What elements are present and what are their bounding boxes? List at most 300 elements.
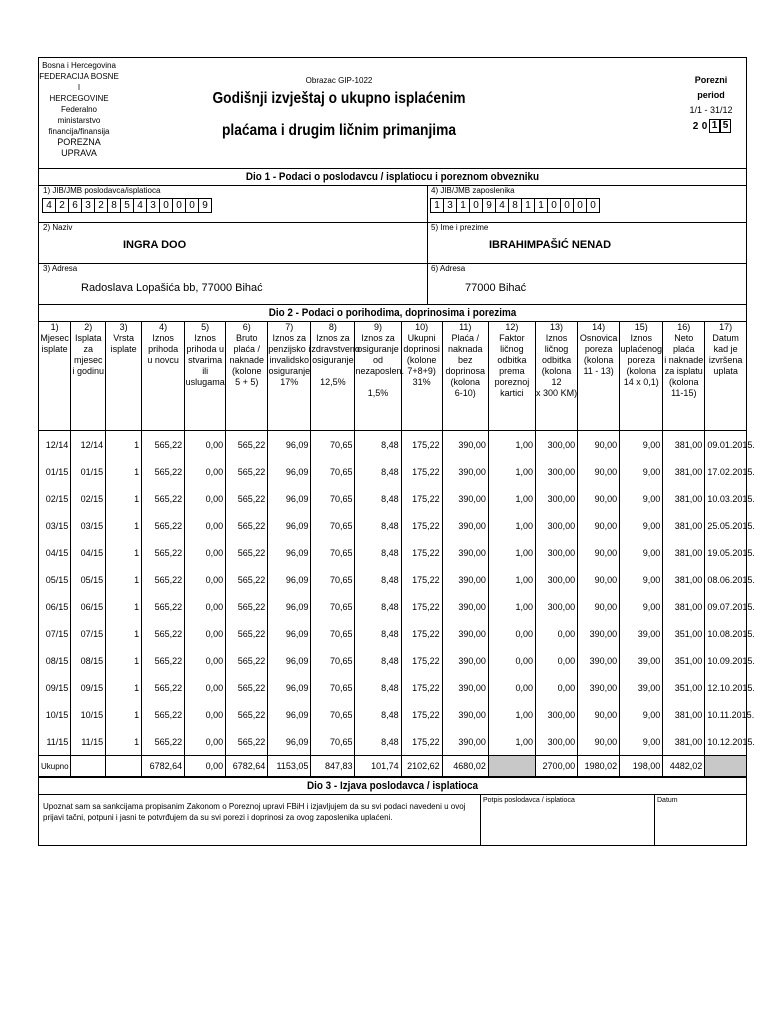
column-header: 12) Faktor ličnog odbitka prema poreznoj kartici — [488, 322, 535, 431]
table-row — [39, 701, 746, 728]
table-cell: 175,22 — [401, 458, 442, 485]
table-cell: 0,00 — [185, 728, 226, 756]
table-cell: 03/15 — [71, 512, 106, 539]
table-cell: 70,65 — [311, 728, 355, 756]
table-cell: 01/15 — [39, 458, 71, 485]
table-cell: 10.08.2015. — [705, 620, 746, 647]
table-cell: 390,00 — [578, 674, 620, 701]
total-cell — [488, 756, 535, 777]
table-cell: 1,00 — [488, 728, 535, 756]
table-cell: 08/15 — [39, 647, 71, 674]
table-header-row — [39, 322, 746, 431]
digit-box: 6 — [68, 198, 81, 213]
table-cell: 96,09 — [268, 539, 311, 566]
employer-name-field — [39, 223, 427, 264]
table-cell: 02/15 — [39, 485, 71, 512]
column-header: 3) Vrsta isplate — [106, 322, 142, 431]
table-cell: 300,00 — [536, 431, 578, 459]
table-cell: 300,00 — [536, 728, 578, 756]
table-cell: 175,22 — [401, 593, 442, 620]
table-cell: 565,22 — [142, 701, 185, 728]
digit-box: 0 — [159, 198, 172, 213]
table-cell: 70,65 — [311, 593, 355, 620]
table-cell: 175,22 — [401, 728, 442, 756]
total-row — [39, 756, 746, 777]
table-cell: 390,00 — [578, 647, 620, 674]
tax-form — [38, 57, 755, 846]
digit-box: 3 — [146, 198, 159, 213]
table-cell: 8,48 — [355, 539, 401, 566]
table-cell: 09/15 — [39, 674, 71, 701]
table-cell: 96,09 — [268, 593, 311, 620]
table-cell: 96,09 — [268, 674, 311, 701]
table-cell: 0,00 — [185, 701, 226, 728]
table-cell: 19.05.2015. — [705, 539, 746, 566]
total-cell: 2700,00 — [536, 756, 578, 777]
form-title-line1: Godišnji izvještaj o ukupno isplaćenim — [212, 90, 466, 107]
table-cell: 07/15 — [39, 620, 71, 647]
table-cell: 25.05.2015. — [705, 512, 746, 539]
period-label-2: period — [697, 90, 725, 100]
form-code: Obrazac GIP-1022 — [305, 76, 373, 85]
table-cell: 1 — [106, 728, 142, 756]
table-cell: 565,22 — [142, 512, 185, 539]
table-cell: 8,48 — [355, 647, 401, 674]
table-cell: 175,22 — [401, 485, 442, 512]
table-cell: 90,00 — [578, 701, 620, 728]
table-cell: 70,65 — [311, 458, 355, 485]
employee-jmb-field — [427, 186, 746, 223]
table-cell: 565,22 — [226, 728, 268, 756]
table-cell: 1 — [106, 485, 142, 512]
table-cell: 96,09 — [268, 620, 311, 647]
table-row — [39, 512, 746, 539]
table-cell: 0,00 — [185, 674, 226, 701]
table-cell: 381,00 — [663, 701, 705, 728]
table-cell: 565,22 — [226, 620, 268, 647]
digit-box: 1 — [430, 198, 443, 213]
digit-box: 3 — [81, 198, 94, 213]
table-cell: 1,00 — [488, 431, 535, 459]
table-cell: 9,00 — [620, 539, 663, 566]
table-cell: 39,00 — [620, 674, 663, 701]
column-header: 17) Datum kad je izvršena uplata — [705, 322, 746, 431]
digit-box: 1 — [521, 198, 534, 213]
table-cell: 02/15 — [71, 485, 106, 512]
digit-box: 2 — [55, 198, 68, 213]
table-cell: 08/15 — [71, 647, 106, 674]
table-cell: 10/15 — [39, 701, 71, 728]
table-cell: 70,65 — [311, 431, 355, 459]
table-cell: 90,00 — [578, 728, 620, 756]
table-cell: 300,00 — [536, 512, 578, 539]
table-cell: 390,00 — [442, 431, 488, 459]
table-cell: 351,00 — [663, 620, 705, 647]
table-cell: 0,00 — [185, 620, 226, 647]
employee-address-field — [427, 264, 746, 306]
table-cell: 565,22 — [226, 674, 268, 701]
total-cell: 1153,05 — [268, 756, 311, 777]
table-cell: 175,22 — [401, 647, 442, 674]
column-header: 15) Iznos uplaćenog poreza (kolona 14 x 0,1) — [620, 322, 663, 431]
table-cell: 175,22 — [401, 431, 442, 459]
digit-box: 3 — [443, 198, 456, 213]
table-cell: 1,00 — [488, 593, 535, 620]
table-cell: 565,22 — [142, 485, 185, 512]
table-cell: 09/15 — [71, 674, 106, 701]
table-cell: 0,00 — [185, 512, 226, 539]
table-cell: 0,00 — [488, 620, 535, 647]
table-cell: 8,48 — [355, 620, 401, 647]
table-cell: 351,00 — [663, 674, 705, 701]
title-block — [149, 58, 529, 168]
total-cell: 101,74 — [355, 756, 401, 777]
digit-box: 0 — [172, 198, 185, 213]
total-cell — [705, 756, 746, 777]
table-cell: 70,65 — [311, 674, 355, 701]
column-header: 2) Isplata za mjesec i godinu — [71, 322, 106, 431]
table-cell: 1,00 — [488, 566, 535, 593]
column-header: 6) Bruto plaća / naknade (kolone 5 + 5) — [226, 322, 268, 431]
digit-box: 4 — [42, 198, 55, 213]
digit-box: 0 — [185, 198, 198, 213]
column-header: 14) Osnovica poreza (kolona 11 - 13) — [578, 322, 620, 431]
digit-box: 1 — [534, 198, 547, 213]
employee-name-value: IBRAHIMPAŠIĆ NENAD — [489, 239, 612, 251]
agency-name: POREZNA UPRAVA — [57, 137, 101, 158]
total-cell: 0,00 — [185, 756, 226, 777]
table-cell: 70,65 — [311, 485, 355, 512]
table-cell: 565,22 — [142, 431, 185, 459]
digit-box: 4 — [495, 198, 508, 213]
table-cell: 1 — [106, 539, 142, 566]
column-header: 9) Iznos za osiguranje od nezaposlen. 1,5% — [355, 322, 401, 431]
table-cell: 0,00 — [185, 431, 226, 459]
table-cell: 1,00 — [488, 512, 535, 539]
issuer-line: financija/finansija — [48, 127, 110, 136]
tax-period-block — [676, 58, 746, 168]
table-cell: 9,00 — [620, 458, 663, 485]
table-row — [39, 458, 746, 485]
table-cell: 96,09 — [268, 512, 311, 539]
table-cell: 300,00 — [536, 701, 578, 728]
table-cell: 0,00 — [536, 674, 578, 701]
table-cell: 96,09 — [268, 566, 311, 593]
table-cell: 10/15 — [71, 701, 106, 728]
table-cell: 9,00 — [620, 701, 663, 728]
table-cell: 0,00 — [185, 593, 226, 620]
table-cell: 96,09 — [268, 458, 311, 485]
table-cell: 1 — [106, 647, 142, 674]
table-cell: 90,00 — [578, 458, 620, 485]
table-cell: 175,22 — [401, 566, 442, 593]
table-cell: 300,00 — [536, 458, 578, 485]
table-cell: 70,65 — [311, 539, 355, 566]
section-1 — [39, 186, 746, 305]
table-cell: 0,00 — [488, 674, 535, 701]
table-cell: 300,00 — [536, 566, 578, 593]
table-cell: 96,09 — [268, 701, 311, 728]
table-cell: 175,22 — [401, 512, 442, 539]
table-cell: 565,22 — [226, 485, 268, 512]
table-cell: 9,00 — [620, 728, 663, 756]
table-cell: 10.03.2015. — [705, 485, 746, 512]
table-row — [39, 539, 746, 566]
table-row — [39, 485, 746, 512]
table-cell: 8,48 — [355, 458, 401, 485]
table-cell: 351,00 — [663, 647, 705, 674]
period-value: 1/1 - 31/12 — [689, 105, 733, 115]
table-cell: 0,00 — [488, 647, 535, 674]
table-cell: 39,00 — [620, 647, 663, 674]
table-cell: 390,00 — [442, 728, 488, 756]
table-cell: 1 — [106, 620, 142, 647]
digit-box: 0 — [547, 198, 560, 213]
section-1-title: Dio 1 - Podaci o poslodavcu / isplatiocu i poreznom obvezniku — [245, 171, 540, 183]
digit-box: 0 — [469, 198, 482, 213]
digit-box: 2 — [94, 198, 107, 213]
table-cell: 300,00 — [536, 593, 578, 620]
table-cell: 8,48 — [355, 674, 401, 701]
table-cell: 390,00 — [442, 701, 488, 728]
table-cell: 10.12.2015. — [705, 728, 746, 756]
table-cell: 1,00 — [488, 458, 535, 485]
table-cell: 381,00 — [663, 458, 705, 485]
digit-box: 8 — [508, 198, 521, 213]
table-row — [39, 647, 746, 674]
table-cell: 381,00 — [663, 512, 705, 539]
total-cell: 2102,62 — [401, 756, 442, 777]
signature-field: Potpis poslodavca / isplatioca — [481, 795, 655, 845]
table-cell: 175,22 — [401, 674, 442, 701]
table-cell: 175,22 — [401, 539, 442, 566]
table-cell: 1 — [106, 674, 142, 701]
table-cell: 565,22 — [226, 593, 268, 620]
table-cell: 390,00 — [442, 566, 488, 593]
table-cell: 381,00 — [663, 593, 705, 620]
table-cell: 04/15 — [39, 539, 71, 566]
table-row — [39, 431, 746, 459]
issuer-line: Bosna i Hercegovina — [42, 61, 116, 70]
table-cell: 381,00 — [663, 566, 705, 593]
table-cell: 0,00 — [536, 620, 578, 647]
table-cell: 03/15 — [39, 512, 71, 539]
year-digit-box: 1 — [709, 119, 720, 133]
table-cell: 05/15 — [71, 566, 106, 593]
table-cell: 0,00 — [185, 647, 226, 674]
table-cell: 300,00 — [536, 485, 578, 512]
table-cell: 565,22 — [142, 674, 185, 701]
total-cell — [106, 756, 142, 777]
table-cell: 09.07.2015. — [705, 593, 746, 620]
table-cell: 96,09 — [268, 647, 311, 674]
year-digit: 2 — [692, 120, 699, 132]
table-cell: 565,22 — [226, 512, 268, 539]
employee-name-field — [427, 223, 746, 264]
table-cell: 0,00 — [185, 458, 226, 485]
table-cell: 1 — [106, 458, 142, 485]
table-cell: 565,22 — [226, 701, 268, 728]
employee-jmb-label: 4) JIB/JMB zaposlenika — [431, 186, 515, 195]
employer-address-field — [39, 264, 427, 306]
table-cell: 12/14 — [71, 431, 106, 459]
table-cell: 8,48 — [355, 485, 401, 512]
table-cell: 08.06.2015. — [705, 566, 746, 593]
table-cell: 9,00 — [620, 512, 663, 539]
form-header — [39, 58, 746, 169]
employee-address-value: 77000 Bihać — [465, 282, 527, 294]
table-cell: 12/14 — [39, 431, 71, 459]
table-cell: 70,65 — [311, 566, 355, 593]
table-cell: 390,00 — [442, 512, 488, 539]
digit-box: 0 — [573, 198, 586, 213]
table-cell: 90,00 — [578, 485, 620, 512]
table-cell: 1 — [106, 431, 142, 459]
table-cell: 9,00 — [620, 485, 663, 512]
table-row — [39, 728, 746, 756]
table-cell: 1,00 — [488, 539, 535, 566]
table-cell: 8,48 — [355, 728, 401, 756]
table-cell: 90,00 — [578, 593, 620, 620]
table-cell: 9,00 — [620, 593, 663, 620]
table-cell: 390,00 — [442, 485, 488, 512]
table-cell: 90,00 — [578, 512, 620, 539]
table-cell: 70,65 — [311, 620, 355, 647]
table-cell: 10.11.2015. — [705, 701, 746, 728]
column-header: 4) Iznos prihoda u novcu — [142, 322, 185, 431]
employer-jib-digits — [42, 198, 427, 213]
table-cell: 565,22 — [142, 593, 185, 620]
table-cell: 12.10.2015. — [705, 674, 746, 701]
table-cell: 96,09 — [268, 728, 311, 756]
table-cell: 90,00 — [578, 539, 620, 566]
year-field — [691, 119, 731, 133]
total-cell: 6782,64 — [142, 756, 185, 777]
table-cell: 90,00 — [578, 566, 620, 593]
table-cell: 39,00 — [620, 620, 663, 647]
total-cell: 4482,02 — [663, 756, 705, 777]
digit-box: 5 — [120, 198, 133, 213]
table-cell: 1 — [106, 593, 142, 620]
issuer-line: FEDERACIJA BOSNE I — [39, 72, 119, 92]
digit-box: 8 — [107, 198, 120, 213]
total-cell: 198,00 — [620, 756, 663, 777]
table-cell: 8,48 — [355, 701, 401, 728]
issuer-lines — [39, 60, 119, 137]
digit-box: 0 — [560, 198, 573, 213]
table-cell: 06/15 — [39, 593, 71, 620]
table-cell: 0,00 — [185, 485, 226, 512]
table-cell: 01/15 — [71, 458, 106, 485]
table-cell: 09.01.2015. — [705, 431, 746, 459]
table-cell: 70,65 — [311, 647, 355, 674]
table-cell: 07/15 — [71, 620, 106, 647]
table-cell: 1 — [106, 566, 142, 593]
table-cell: 390,00 — [578, 620, 620, 647]
issuer-line: Federalno ministarstvo — [57, 105, 101, 125]
table-cell: 381,00 — [663, 485, 705, 512]
total-cell: Ukupno — [39, 756, 71, 777]
section-3-title: Dio 3 - Izjava poslodavca / isplatioca — [306, 780, 479, 792]
total-cell — [71, 756, 106, 777]
table-cell: 390,00 — [442, 620, 488, 647]
digit-box: 1 — [456, 198, 469, 213]
table-cell: 565,22 — [142, 458, 185, 485]
table-cell: 565,22 — [226, 431, 268, 459]
digit-box: 9 — [198, 198, 212, 213]
employer-name-value: INGRA DOO — [123, 239, 187, 251]
date-field: Datum — [657, 797, 678, 804]
column-header: 11) Plaća / naknada bez doprinosa (kolona 6-10) — [442, 322, 488, 431]
table-row — [39, 566, 746, 593]
year-digit-box: 5 — [720, 119, 731, 133]
section-3 — [39, 795, 746, 845]
table-cell: 565,22 — [226, 458, 268, 485]
declaration-text: Upoznat sam sa sankcijama propisanim Zakonom o Poreznoj upravi FBiH i izjavljujem da su svi podaci navedeni u ovoj prijavi tačni, potpuni i jasni te potvrđujem da su svi porezi i doprinosi za ovog zaposlenika uplaćeni. — [39, 795, 481, 845]
table-cell: 0,00 — [536, 647, 578, 674]
table-cell: 8,48 — [355, 566, 401, 593]
digit-box: 0 — [586, 198, 600, 213]
table-cell: 8,48 — [355, 593, 401, 620]
table-cell: 390,00 — [442, 593, 488, 620]
table-cell: 70,65 — [311, 512, 355, 539]
column-header: 7) Iznos za penzijsko i invalidsko osiguranje 17% — [268, 322, 311, 431]
table-cell: 565,22 — [142, 647, 185, 674]
table-cell: 06/15 — [71, 593, 106, 620]
table-cell: 390,00 — [442, 647, 488, 674]
table-cell: 565,22 — [142, 539, 185, 566]
table-body — [39, 431, 755, 777]
table-cell: 9,00 — [620, 566, 663, 593]
table-cell: 10.09.2015. — [705, 647, 746, 674]
table-row — [39, 593, 746, 620]
employer-address-label: 3) Adresa — [43, 264, 78, 273]
table-cell: 8,48 — [355, 431, 401, 459]
table-row — [39, 674, 746, 701]
table-cell: 04/15 — [71, 539, 106, 566]
table-cell: 1,00 — [488, 485, 535, 512]
employee-jmb-digits — [430, 198, 746, 213]
table-cell: 96,09 — [268, 485, 311, 512]
table-cell: 381,00 — [663, 431, 705, 459]
column-header: 16) Neto plaća i naknade za isplatu (kolona 11-15) — [663, 322, 705, 431]
table-cell: 11/15 — [71, 728, 106, 756]
table-cell: 05/15 — [39, 566, 71, 593]
employee-name-label: 5) Ime i prezime — [431, 223, 489, 232]
employer-address-value: Radoslava Lopašića bb, 77000 Bihać — [81, 282, 263, 294]
table-cell: 1,00 — [488, 701, 535, 728]
payments-table — [39, 322, 755, 777]
table-cell: 381,00 — [663, 728, 705, 756]
column-header: 8) Iznos za zdravstveno osiguranje 12,5% — [311, 322, 355, 431]
table-cell: 565,22 — [142, 620, 185, 647]
table-cell: 11/15 — [39, 728, 71, 756]
column-header: 1) Mjesec isplate — [39, 322, 71, 431]
table-cell: 0,00 — [185, 539, 226, 566]
form-title-line2: plaćama i drugim ličnim primanjima — [221, 122, 456, 139]
table-cell: 565,22 — [226, 539, 268, 566]
table-cell: 0,00 — [185, 566, 226, 593]
table-cell: 565,22 — [142, 566, 185, 593]
total-cell: 847,83 — [311, 756, 355, 777]
year-digit: 0 — [701, 120, 708, 132]
section-2-title: Dio 2 - Podaci o porihodima, doprinosima i porezima — [268, 307, 517, 319]
table-cell: 17.02.2015. — [705, 458, 746, 485]
table-cell: 300,00 — [536, 539, 578, 566]
table-cell: 565,22 — [226, 647, 268, 674]
table-cell: 390,00 — [442, 539, 488, 566]
issuer-block — [39, 58, 119, 170]
